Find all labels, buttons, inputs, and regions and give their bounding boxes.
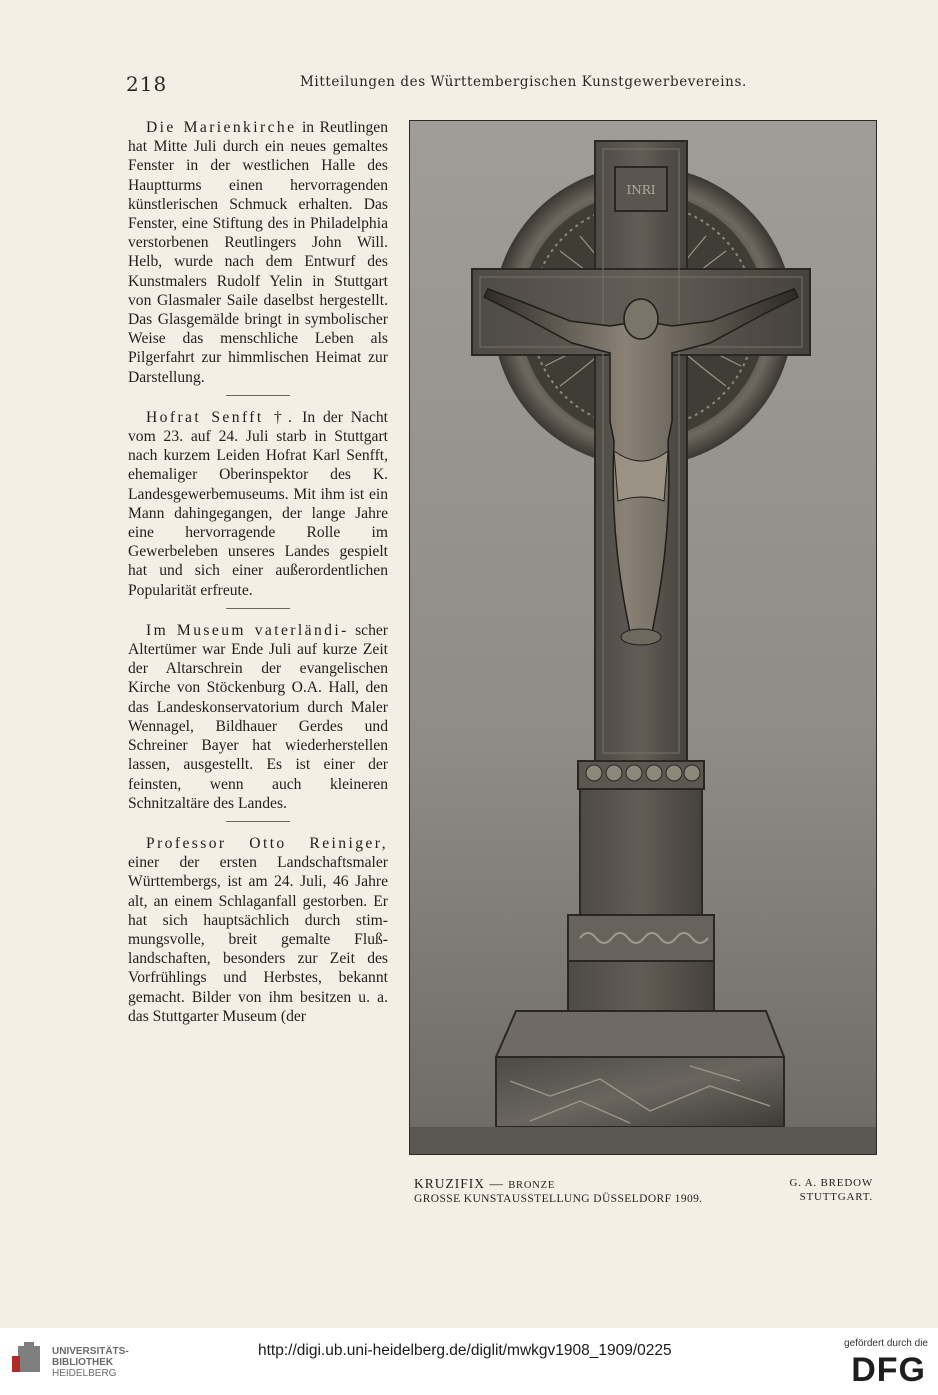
- section-divider: [226, 821, 290, 822]
- article-lead: Hofrat Senfft †.: [146, 408, 295, 426]
- inri-plaque: INRI: [626, 183, 656, 197]
- article-body: In der Nacht vom 23. auf 24. Juli starb in Stuttgart nach kurzem Leiden Hofrat Karl Senfft, ehemaliger Oberinspektor des K. Landesgewerbemuseums. Mit ihm ist ein Mann dahingegangen, der lange Jahre eine hervorragende Rolle im Gewerbeleben unseres Landes gespielt hat und sich einer außerordentlichen Popularität erfreute.: [128, 408, 388, 599]
- section-divider: [226, 608, 290, 609]
- article-museum: [128, 621, 388, 813]
- text-column: [128, 118, 388, 1026]
- funder-note: gefördert durch die: [844, 1338, 928, 1349]
- digitization-footer: [0, 1328, 938, 1395]
- figure-caption: [414, 1176, 703, 1205]
- figure-credit: [789, 1176, 873, 1204]
- page-number: 218: [126, 72, 168, 96]
- library-line: UNIVERSITÄTS-: [52, 1346, 129, 1357]
- article-lead: Im Museum vaterländi-: [146, 621, 349, 639]
- credit-name: G. A. BREDOW: [789, 1177, 873, 1189]
- library-name: [52, 1346, 129, 1379]
- article-body: in Reutlingen hat Mitte Juli durch ein neues gemaltes Fenster in der westlichen Halle des Hauptturms einen hervorragenden künstlerischen Schmuck erhalten. Das Fenster, eine Stiftung des in Philadelphia verstorbenen Reutlingers John Will. Helb, wurde nach dem Entwurf des Kunstmalers Rudolf Yelin in Stuttgart von Glasmaler Saile daselbst hergestellt. Das Glasgemälde bringt in symbolischer Weise das menschliche Leben als Pilgerfahrt zur himmlischen Heimat zur Darstellung.: [128, 119, 388, 386]
- caption-material: BRONZE: [508, 1180, 556, 1191]
- crucifix-photograph: [409, 120, 877, 1155]
- caption-title: KRUZIFIX: [414, 1176, 485, 1191]
- article-lead: Die Marienkirche: [146, 119, 297, 136]
- article-senfft: [128, 408, 388, 600]
- article-lead: Professor Otto Reiniger,: [146, 834, 388, 852]
- caption-title-line: [414, 1176, 703, 1192]
- dfg-logo: DFG: [851, 1351, 926, 1389]
- article-marienkirche: [128, 118, 388, 387]
- library-line: HEIDELBERG: [52, 1368, 117, 1379]
- article-body: einer der ersten Landschaftsmaler Württembergs, ist am 24. Juli, 46 Jahre alt, an einem Schlaganfall gestorben. Er hat sich hauptsächlich durch stimmungsvolle, breit gemalte Flußlandschaften, besonders zur Zeit des Vorfrühlings und Herbstes, bekannt gemacht. Bilder von ihm besitzen u. a. das Stuttgarter Museum (der: [128, 854, 388, 1025]
- article-body: scher Altertümer war Ende Juli auf kurze Zeit der Altarschrein der evangelischen Kirche von Stöckenburg O.A. Hall, den das Landeskonservatorium durch Maler Wennagel, Bildhauer Gerdes und Schreiner Bayer hat wiederherstellen lassen, ausgestellt. Es ist einer der feinsten, wenn auch kleineren Schnitzaltäre des Landes.: [128, 621, 388, 812]
- credit-city: STUTTGART.: [799, 1191, 873, 1203]
- running-head: Mitteilungen des Württembergischen Kunstgewerbevereins.: [300, 74, 747, 90]
- permalink-url[interactable]: http://digi.ub.uni-heidelberg.de/diglit/mwkgv1908_1909/0225: [258, 1342, 672, 1359]
- article-reiniger: [128, 834, 388, 1026]
- library-line: BIBLIOTHEK: [52, 1357, 114, 1368]
- university-library-logo-icon: [10, 1340, 48, 1378]
- section-divider: [226, 395, 290, 396]
- caption-exhibition: GROSSE KUNSTAUSSTELLUNG DÜSSELDORF 1909.: [414, 1193, 703, 1205]
- caption-dash: —: [485, 1176, 509, 1191]
- crucifix-illustration: [410, 121, 876, 1154]
